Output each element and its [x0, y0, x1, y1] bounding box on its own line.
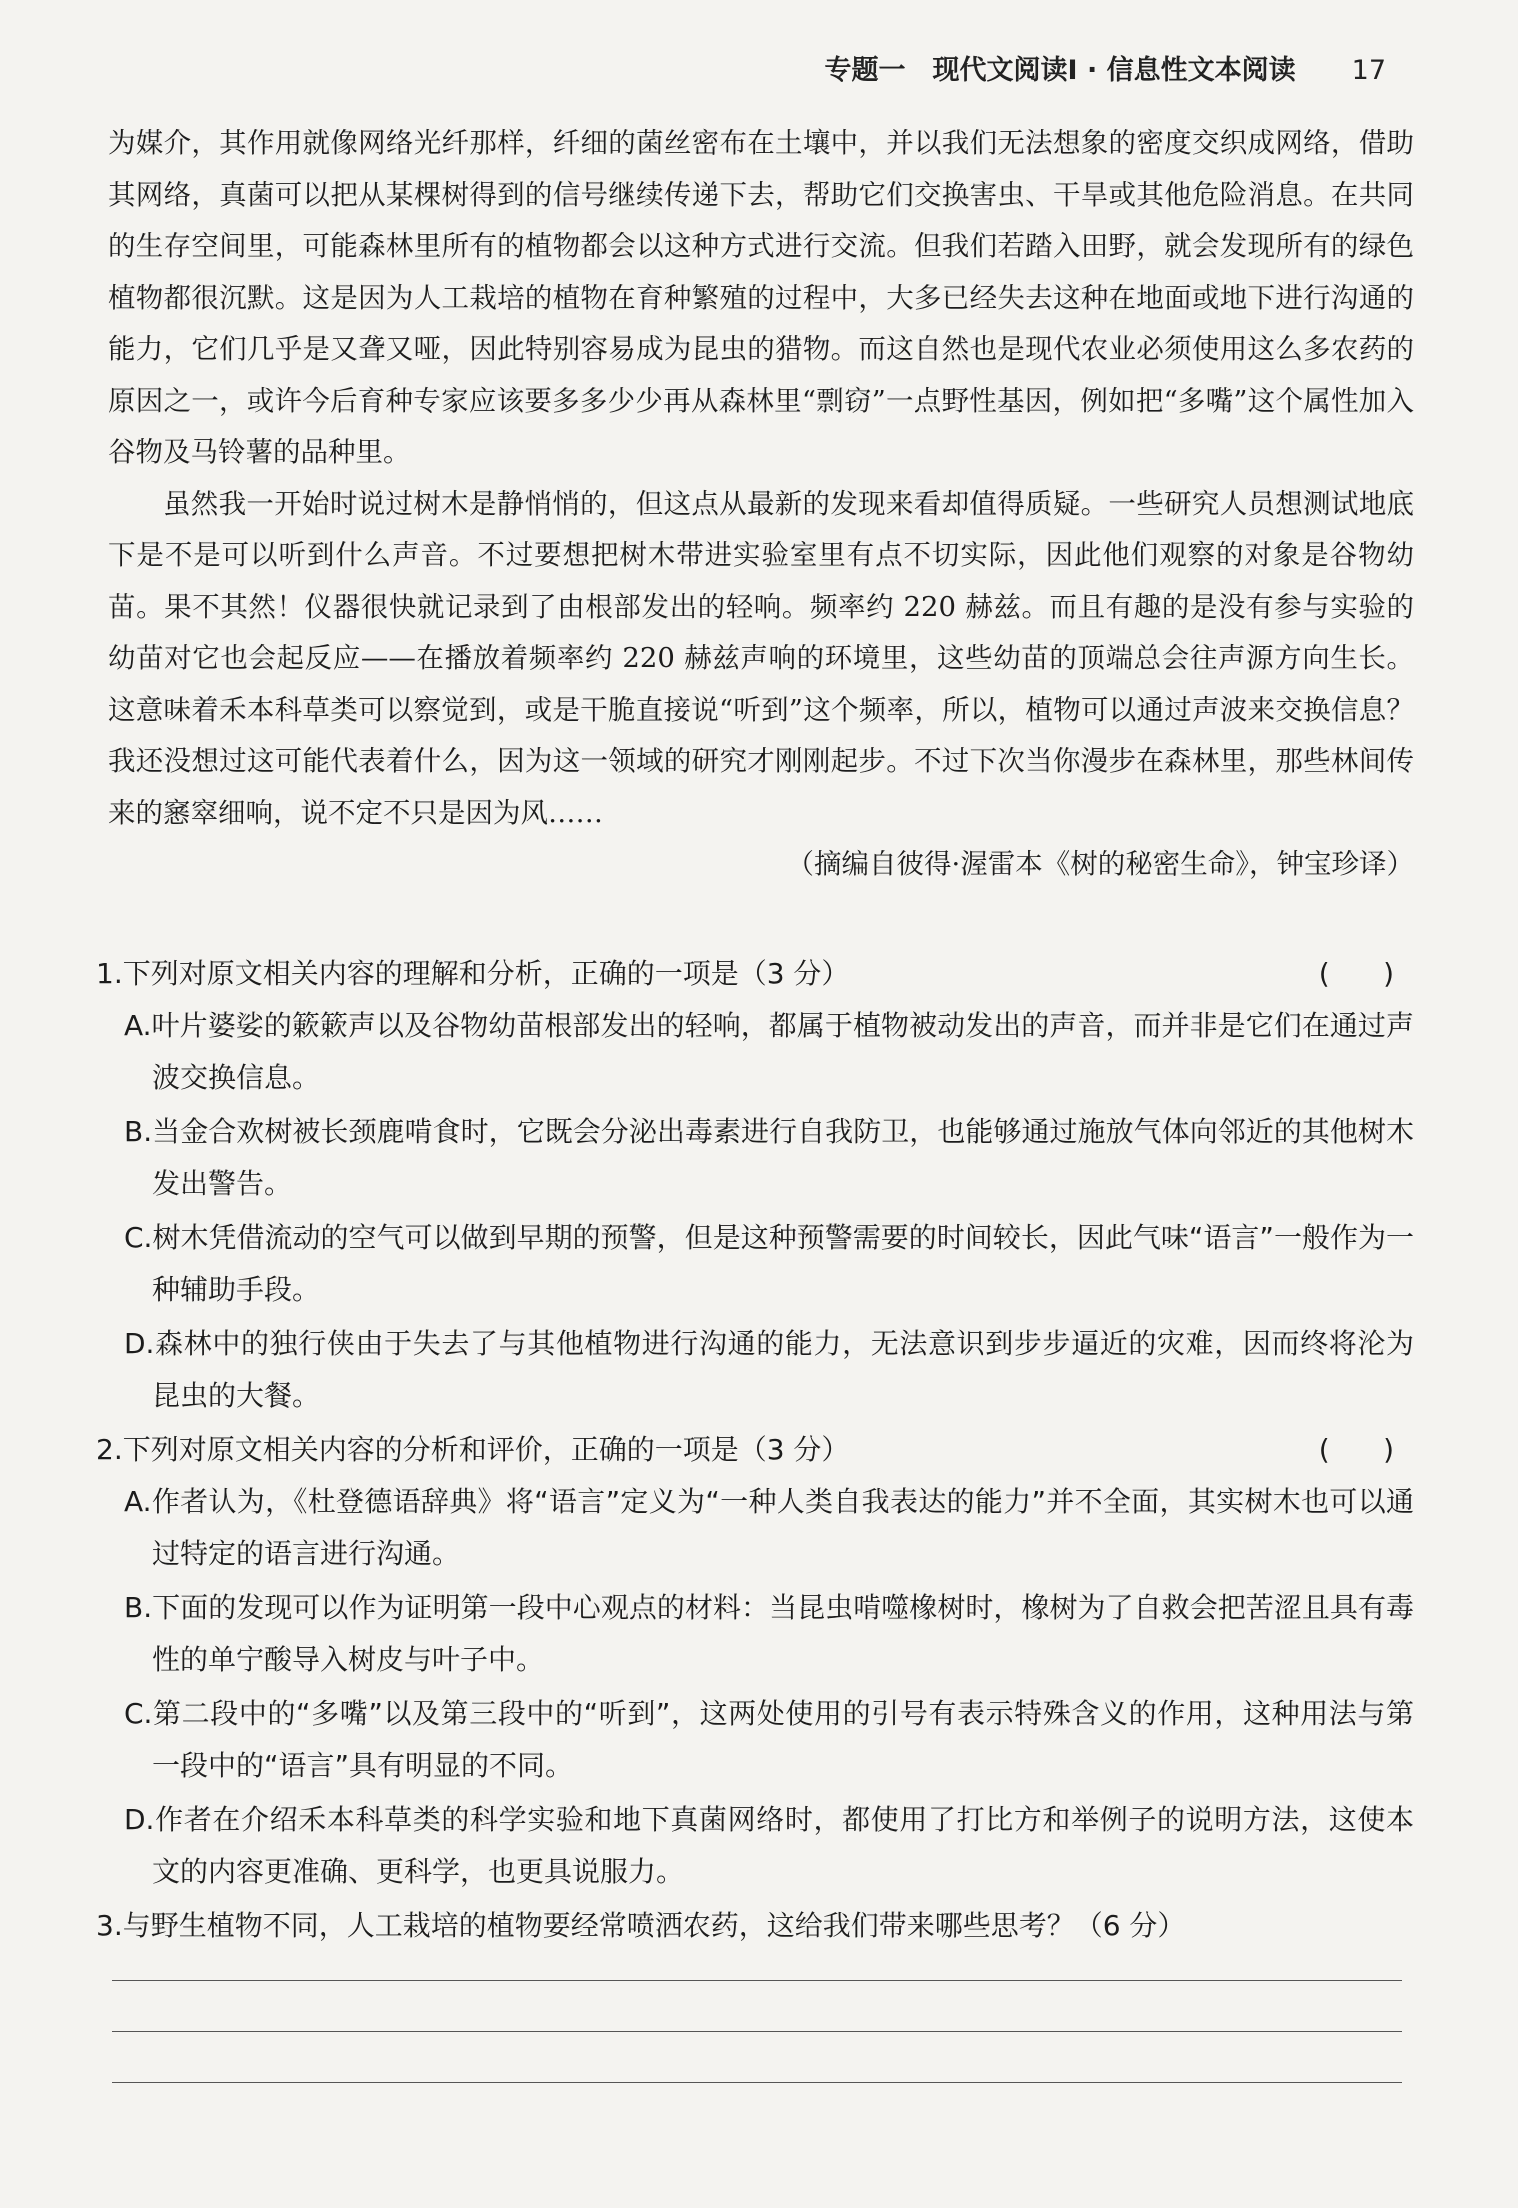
option-a[interactable]: A.叶片婆娑的簌簌声以及谷物幼苗根部发出的轻响，都属于植物被动发出的声音，而并非是它们在通过声波交换信息。	[124, 1009, 1414, 1094]
reading-passage	[108, 118, 1414, 891]
answer-line[interactable]	[112, 2031, 1402, 2032]
question-stem: 3.与野生植物不同，人工栽培的植物要经常喷洒农药，这给我们带来哪些思考？（6 分）	[96, 1909, 1186, 1942]
question-2	[96, 1424, 1414, 1898]
option-d[interactable]: D.作者在介绍禾本科草类的科学实验和地下真菌网络时，都使用了打比方和举例子的说明方法，这使本文的内容更准确、更科学，也更具说服力。	[124, 1803, 1414, 1888]
option-b[interactable]: B.下面的发现可以作为证明第一段中心观点的材料：当昆虫啃噬橡树时，橡树为了自救会把苦涩且具有毒性的单宁酸导入树皮与叶子中。	[124, 1591, 1414, 1676]
page-number: 17	[1351, 55, 1386, 86]
passage-paragraph: 为媒介，其作用就像网络光纤那样，纤细的菌丝密布在土壤中，并以我们无法想象的密度交织成网络，借助其网络，真菌可以把从某棵树得到的信号继续传递下去，帮助它们交换害虫、干旱或其他危险消息。在共同的生存空间里，可能森林里所有的植物都会以这种方式进行交流。但我们若踏入田野，就会发现所有的绿色植物都很沉默。这是因为人工栽培的植物在育种繁殖的过程中，大多已经失去这种在地面或地下进行沟通的能力，它们几乎是又聋又哑，因此特别容易成为昆虫的猎物。而这自然也是现代农业必须使用这么多农药的原因之一，或许今后育种专家应该要多多少少再从森林里“剽窃”一点野性基因，例如把“多嘴”这个属性加入谷物及马铃薯的品种里。	[108, 127, 1414, 468]
question-stem: 1.下列对原文相关内容的理解和分析，正确的一项是（3 分）	[96, 957, 850, 990]
header-title: 专题一 现代文阅读Ⅰ · 信息性文本阅读	[824, 55, 1296, 86]
running-header	[825, 48, 1386, 87]
answer-line[interactable]	[112, 2082, 1402, 2083]
answer-area[interactable]	[112, 1980, 1402, 2133]
option-c[interactable]: C.第二段中的“多嘴”以及第三段中的“听到”，这两处使用的引号有表示特殊含义的作用，这种用法与第一段中的“语言”具有明显的不同。	[124, 1697, 1414, 1782]
option-d[interactable]: D.森林中的独行侠由于失去了与其他植物进行沟通的能力，无法意识到步步逼近的灾难，因而终将沦为昆虫的大餐。	[124, 1327, 1414, 1412]
answer-line[interactable]	[112, 1980, 1402, 1981]
answer-bracket[interactable]: ( )	[1318, 957, 1394, 990]
question-list	[96, 948, 1414, 1954]
option-b[interactable]: B.当金合欢树被长颈鹿啃食时，它既会分泌出毒素进行自我防卫，也能够通过施放气体向邻近的其他树木发出警告。	[124, 1115, 1414, 1200]
answer-bracket[interactable]: ( )	[1318, 1433, 1394, 1466]
passage-paragraph: 虽然我一开始时说过树木是静悄悄的，但这点从最新的发现来看却值得质疑。一些研究人员想测试地底下是不是可以听到什么声音。不过要想把树木带进实验室里有点不切实际，因此他们观察的对象是谷物幼苗。果不其然！仪器很快就记录到了由根部发出的轻响。频率约 220 赫兹。而且有趣的是没有参与实验的幼苗对它也会起反应——在播放着频率约 220 赫兹声响的环境里，这些幼苗的顶端总会往声源方向生长。这意味着禾本科草类可以察觉到，或是干脆直接说“听到”这个频率，所以，植物可以通过声波来交换信息？我还没想过这可能代表着什么，因为这一领域的研究才刚刚起步。不过下次当你漫步在森林里，那些林间传来的窸窣细响，说不定不只是因为风……	[108, 487, 1414, 829]
passage-source: （摘编自彼得·渥雷本《树的秘密生命》，钟宝珍译）	[786, 848, 1414, 880]
option-a[interactable]: A.作者认为，《杜登德语辞典》将“语言”定义为“一种人类自我表达的能力”并不全面，其实树木也可以通过特定的语言进行沟通。	[124, 1485, 1414, 1570]
option-c[interactable]: C.树木凭借流动的空气可以做到早期的预警，但是这种预警需要的时间较长，因此气味“语言”一般作为一种辅助手段。	[124, 1221, 1414, 1306]
question-stem: 2.下列对原文相关内容的分析和评价，正确的一项是（3 分）	[96, 1433, 850, 1466]
question-1	[96, 948, 1414, 1422]
question-3	[96, 1900, 1414, 1952]
